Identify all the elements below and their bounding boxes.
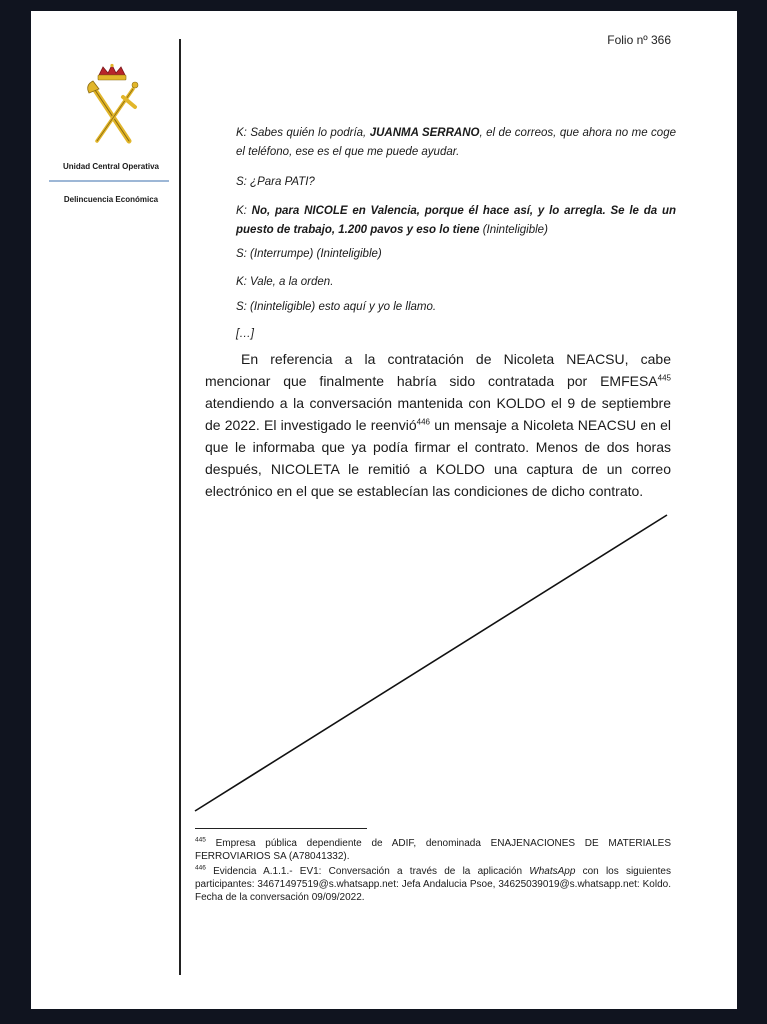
margin-rule <box>179 39 181 975</box>
dialogue-line-k2: K: No, para NICOLE en Valencia, porque él hace así, y lo arregla. Se le da un puesto de trabajo, 1.200 pavos y eso lo tiene (Ininteligible) <box>236 205 677 236</box>
unit-divider <box>49 180 169 182</box>
document-page <box>31 11 737 1009</box>
guardia-civil-emblem-icon <box>83 63 141 147</box>
dialogue-line-k3: K: Vale, a la orden. <box>236 276 334 288</box>
dialogue-line-s2: S: (Interrumpe) (Ininteligible) <box>236 248 382 260</box>
footnote-ref: 446 <box>416 417 430 427</box>
dialogue-ellipsis: […] <box>236 328 254 340</box>
folio-number: Folio nº 366 <box>607 33 671 47</box>
cancel-diagonal-line <box>191 511 671 821</box>
unit-name: Unidad Central Operativa <box>62 162 160 171</box>
footnote-445: $^{445}$ Empresa pública dependiente de ADIF, denominada ENAJENACIONES DE MATERIALES FERROVIARIOS SA (A78041332). <box>195 836 671 862</box>
subunit-name: Delincuencia Económica <box>63 195 159 204</box>
footnote-446: $^{446}$ Evidencia A.1.1.- EV1: Conversación a través de la aplicación WhatsApp con los siguientes participantes: 34671497519@s.whatsapp.net: Jefa Andalucia Psoe, 34625039019@s.whatsapp.net: Koldo. Fecha de la conversación 09/09/2022. <box>195 864 671 903</box>
dialogue-line-s1: S: ¿Para PATI? <box>236 176 315 188</box>
footnote-divider <box>195 828 367 829</box>
footnote-ref: 445 <box>657 373 671 383</box>
dialogue-line-s3: S: (Ininteligible) esto aquí y yo le llamo. <box>236 301 437 313</box>
body-paragraph: En referencia a la contratación de Nicoleta NEACSU, cabe mencionar que finalmente habría sido contratada por EMFESA$^{445}$ atendiendo a la conversación mantenida con KOLDO el 9 de septiembre de 2022. El investigado le reenvió$^{446}$ un mensaje a Nicoleta NEACSU en el que le informaba que ya podía firmar el contrato. Menos de dos horas después, NICOLETA le remitió a KOLDO una captura de un correo electrónico en el que se establecían las condiciones de dicho contrato. <box>205 351 671 499</box>
dialogue-line-k1: K: Sabes quién lo podría, JUANMA SERRANO, el de correos, que ahora no me coge el teléfono, ese es el que me puede ayudar. <box>236 127 676 158</box>
